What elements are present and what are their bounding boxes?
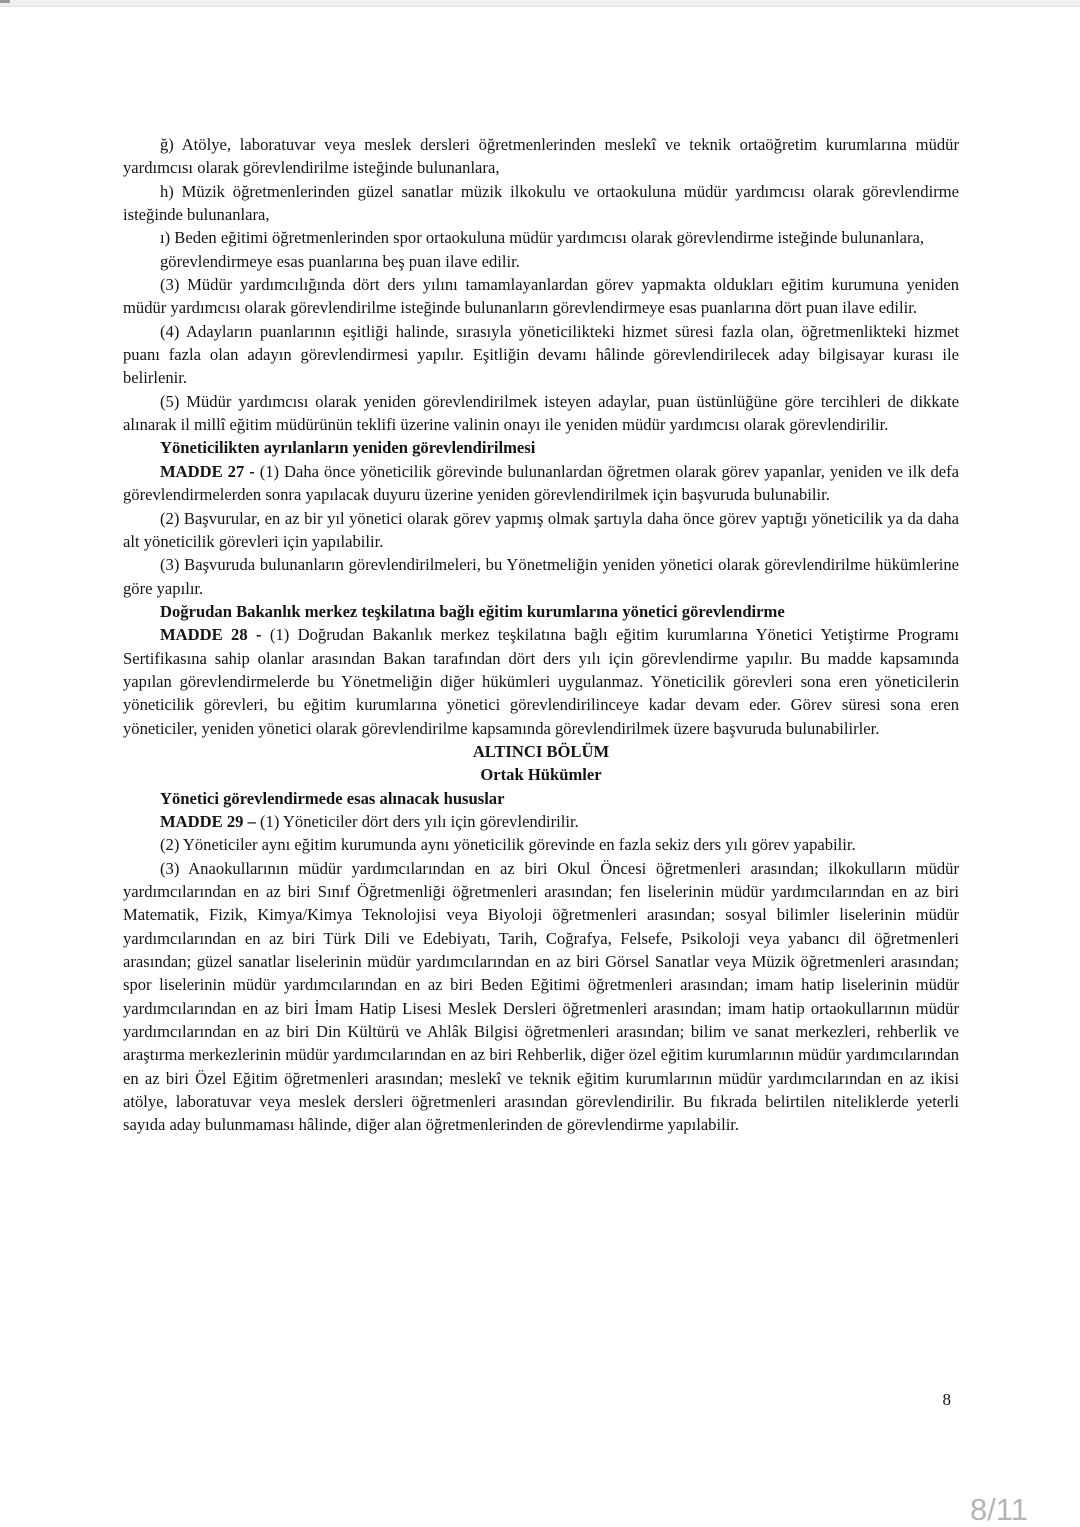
- text-run: (5) Müdür yardımcısı olarak yeniden görevlendirilmek isteyen adaylar, puan üstünlüğüne göre tercihleri de dikkate alınarak il millî eğitim müdürünün teklifi üzerine valinin onayı ile yeniden müdür yardımcısı olarak görevlendirilir.: [123, 391, 959, 435]
- bold-text-run: MADDE 29 –: [160, 811, 261, 831]
- text-run: (2) Yöneticiler aynı eğitim kurumunda aynı yöneticilik görevinde en fazla sekiz ders yılı görev yapabilir.: [160, 835, 856, 855]
- section-heading: [123, 787, 959, 810]
- paragraph: [123, 857, 959, 1137]
- paragraph: [123, 273, 959, 320]
- text-run: ı) Beden eğitimi öğretmenlerinden spor ortaokuluna müdür yardımcısı olarak görevlendirme isteğinde bulunanlara,: [160, 228, 925, 248]
- paragraph: [123, 833, 959, 856]
- paragraph: [123, 226, 959, 249]
- text-run: Yönetici görevlendirmede esas alınacak hususlar: [160, 788, 505, 808]
- paragraph: [123, 623, 959, 740]
- document-body: [123, 133, 959, 1137]
- text-run: (3) Anaokullarının müdür yardımcılarından en az biri Okul Öncesi öğretmenleri arasından; ilkokulların müdür yardımcılarından en az biri Sınıf Öğretmenliği öğretmenleri arasından; fen liselerinin müdür yardımcılarından en az biri Matematik, Fizik, Kimya/Kimya Teknolojisi veya Biyoloji öğretmenleri arasından; sosyal bilimler liselerinin müdür yardımcılarından en az biri Türk Dili ve Edebiyatı, Tarih, Coğrafya, Felsefe, Psikoloji veya yabancı dil öğretmenleri arasından; güzel sanatlar liselerinin müdür yardımcılarından en az biri Görsel Sanatlar veya Müzik öğretmenleri arasından; spor liselerinin müdür yardımcılarından en az biri Beden Eğitimi öğretmenleri arasından; imam hatip liselerinin müdür yardımcılarından en az biri İmam Hatip Lisesi Meslek Dersleri öğretmenleri arasından; imam hatip ortaokullarının müdür yardımcılarından en az biri Din Kültürü ve Ahlâk Bilgisi öğretmenleri arasından; bilim ve sanat merkezleri, rehberlik ve araştırma merkezlerinin müdür yardımcılarından en az biri Rehberlik, diğer özel eğitim kurumlarının müdür yardımcılarından en az biri Özel Eğitim öğretmenleri arasından; meslekî ve teknik eğitim kurumlarının müdür yardımcılarından en az ikisi atölye, laboratuvar veya meslek dersleri öğretmenleri arasından görevlendirilir. Bu fıkrada belirtilen niteliklerde yeterli sayıda aday bulunmaması hâlinde, diğer alan öğretmenlerinden de görevlendirme yapılabilir.: [123, 858, 959, 1135]
- paragraph: [123, 810, 959, 833]
- chapter-heading: [123, 740, 959, 763]
- paragraph: [123, 460, 959, 507]
- text-run: (1) Doğrudan Bakanlık merkez teşkilatına bağlı eğitim kurumlarına Yönetici Yetiştirme Programı Sertifikasına sahip olanlar arasından Bakan tarafından dört ders yılı için görevlendirme yapılır. Bu madde kapsamında yapılan görevlendirmelerde bu Yönetmeliğin diğer hükümleri uygulanmaz. Yöneticilik görevleri sona eren yöneticilerin yöneticilik görevleri, bu eğitim kurumlarına yönetici görevlendirilinceye kadar devam eder. Görev süresi sona eren yöneticiler, yeniden yönetici olarak görevlendirilme kapsamında görevlendirilmek üzere başvuruda bulunabilirler.: [123, 625, 959, 738]
- bold-text-run: MADDE 28 -: [160, 625, 270, 645]
- viewer-page-indicator: 8/11: [969, 1492, 1028, 1527]
- paragraph: [123, 320, 959, 390]
- text-run: (4) Adayların puanlarının eşitliği halinde, sırasıyla yöneticilikteki hizmet süresi fazla olan, öğretmenlikteki hizmet puanı fazla olan adayın görevlendirmesi yapılır. Eşitliğin devamı hâlinde görevlendirilecek aday bilgisayar kurası ile belirlenir.: [123, 321, 959, 388]
- text-run: Ortak Hükümler: [480, 765, 602, 785]
- text-run: (3) Başvuruda bulunanların görevlendirilmeleri, bu Yönetmeliğin yeniden yönetici olarak görevlendirilme hükümlerine göre yapılır.: [123, 555, 959, 598]
- text-run: Doğrudan Bakanlık merkez teşkilatına bağlı eğitim kurumlarına yönetici görevlendirme: [160, 601, 785, 621]
- paragraph: [123, 553, 959, 600]
- bold-text-run: MADDE 27 -: [160, 461, 260, 481]
- chapter-heading: [123, 763, 959, 786]
- page-corner-artifact: [0, 0, 10, 3]
- paragraph: [123, 250, 959, 273]
- paragraph: [123, 507, 959, 554]
- text-run: (1) Yöneticiler dört ders yılı için görevlendirilir.: [260, 811, 579, 831]
- text-run: Yöneticilikten ayrılanların yeniden görevlendirilmesi: [160, 438, 536, 458]
- paragraph: [123, 180, 959, 227]
- section-heading: [123, 600, 959, 623]
- text-run: görevlendirmeye esas puanlarına beş puan ilave edilir.: [160, 251, 520, 271]
- text-run: ALTINCI BÖLÜM: [472, 741, 610, 761]
- text-run: h) Müzik öğretmenlerinden güzel sanatlar müzik ilkokulu ve ortaokuluna müdür yardımcısı olarak görevlendirme isteğinde bulunanlara,: [123, 181, 959, 225]
- paragraph: [123, 133, 959, 180]
- paragraph: [123, 390, 959, 437]
- text-run: (2) Başvurular, en az bir yıl yönetici olarak görev yapmış olmak şartıyla daha önce görev yaptığı yöneticilik ya da daha alt yöneticilik görevleri için yapılabilir.: [123, 508, 959, 551]
- section-heading: [123, 436, 959, 459]
- page-top-edge: [0, 0, 1080, 7]
- text-run: (1) Daha önce yöneticilik görevinde bulunanlardan öğretmen olarak görev yapanlar, yeniden ve ilk defa görevlendirmelerden sonra yapılacak duyuru üzerine yeniden görevlendirilmek için başvuruda bulunabilir.: [123, 461, 960, 505]
- page-number: 8: [942, 1390, 951, 1409]
- text-run: (3) Müdür yardımcılığında dört ders yılını tamamlayanlardan görev yapmakta oldukları eğitim kurumuna yeniden müdür yardımcısı olarak görevlendirilme isteğinde bulunanların görevlendirmeye esas puanlarına dört puan ilave edilir.: [123, 275, 959, 318]
- text-run: ğ) Atölye, laboratuvar veya meslek dersleri öğretmenlerinden meslekî ve teknik ortaöğretim kurumlarına müdür yardımcısı olarak görevlendirilme isteğinde bulunanlara,: [123, 135, 959, 178]
